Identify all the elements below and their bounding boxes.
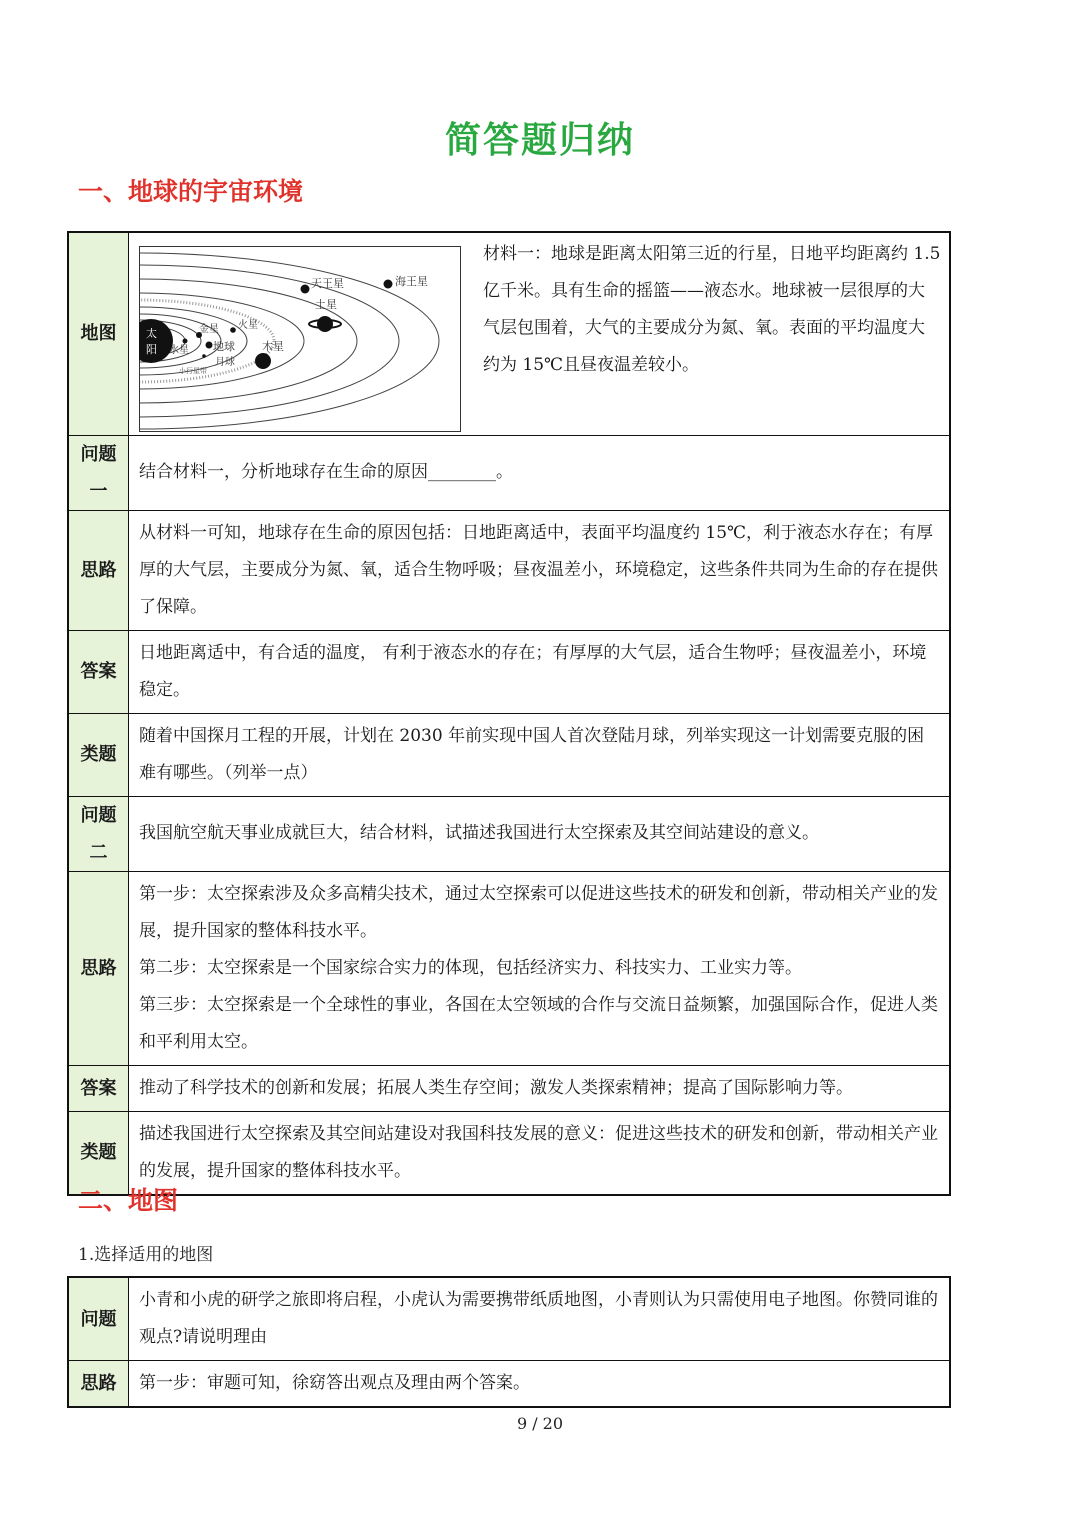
table-row: [68, 1111, 950, 1195]
table-row: [68, 1277, 950, 1361]
moon-icon: [202, 354, 206, 358]
table-row: [68, 796, 950, 871]
approach-text: 从材料一可知，地球存在生命的原因包括：日地距离适中，表面平均温度约 15℃，利于液态水存在；有厚厚的大气层，主要成分为氮、氧，适合生物呼吸；昼夜温差小，环境稳定，这些条件共同为生命的存在提供了保障。: [129, 510, 951, 630]
jupiter-icon: [255, 353, 271, 369]
answer-text: 推动了科学技术的创新和发展；拓展人类生存空间；激发人类探索精神；提高了国际影响力等。: [129, 1065, 951, 1111]
qa-table-cosmic-environment: [67, 231, 951, 1196]
uranus-icon: [301, 284, 310, 293]
mars-icon: [230, 327, 236, 333]
sub-heading-choose-map: 1.选择适用的地图: [78, 1245, 214, 1265]
row-label: 地图: [68, 232, 129, 435]
row-label: 问题二: [68, 796, 129, 871]
mercury-label: 水星: [169, 344, 189, 356]
table-row: [68, 1361, 950, 1408]
question-one-text: 结合材料一，分析地球存在生命的原因________。: [129, 435, 951, 510]
table-row: [68, 713, 950, 796]
approach-text: 第一步：审题可知，徐窈答出观点及理由两个答案。: [129, 1361, 951, 1408]
earth-label: 地球: [213, 339, 235, 353]
approach-steps: [129, 871, 951, 1065]
row-label: 问题: [68, 1277, 129, 1361]
row-label: 思路: [68, 510, 129, 630]
approach-step-2: 第二步：太空探索是一个国家综合实力的体现，包括经济实力、科技实力、工业实力等。: [139, 957, 802, 978]
table-row: [68, 1065, 950, 1111]
jupiter-label: 木星: [262, 339, 284, 353]
mercury-icon: [183, 338, 188, 343]
sun-label-1: 太: [146, 326, 157, 340]
qa-table-maps: [67, 1276, 951, 1408]
table-row: [68, 232, 950, 435]
moon-label: 月球: [215, 356, 235, 368]
neptune-icon: [384, 279, 393, 288]
similar-question-text: 描述我国进行太空探索及其空间站建设对我国科技发展的意义：促进这些技术的研发和创新，带动相关产业的发展，提升国家的整体科技水平。: [129, 1111, 951, 1195]
approach-step-1: 第一步：太空探索涉及众多高精尖技术，通过太空探索可以促进这些技术的研发和创新，带动相关产业的发展，提升国家的整体科技水平。: [139, 883, 938, 941]
row-label: 答案: [68, 1065, 129, 1111]
neptune-label: 海王星: [395, 274, 428, 288]
sun-label-2: 阳: [146, 342, 157, 356]
table-row: [68, 510, 950, 630]
similar-question-text: 随着中国探月工程的开展，计划在 2030 年前实现中国人首次登陆月球，列举实现这一计划需要克服的困难有哪些。（列举一点）: [129, 713, 951, 796]
section-heading-maps: 二、地图: [78, 1186, 179, 1215]
row-label: 答案: [68, 630, 129, 713]
table-row: [68, 871, 950, 1065]
uranus-label: 天王星: [311, 276, 344, 290]
venus-label: 金星: [199, 323, 219, 335]
row-label: 类题: [68, 1111, 129, 1195]
solar-system-diagram: [139, 246, 461, 432]
answer-text: 日地距离适中，有合适的温度， 有利于液态水的存在；有厚厚的大气层，适合生物呼；昼夜温差小，环境稳定。: [129, 630, 951, 713]
earth-icon: [206, 341, 213, 348]
mars-label: 火星: [238, 319, 258, 331]
row-label: 思路: [68, 871, 129, 1065]
row-label: 思路: [68, 1361, 129, 1408]
page-title: 简答题归纳: [444, 120, 635, 161]
table-row: [68, 435, 950, 510]
row-label: 问题一: [68, 435, 129, 510]
approach-step-3: 第三步：太空探索是一个全球性的事业，各国在太空领域的合作与交流日益频繁，加强国际合作，促进人类和平利用太空。: [139, 994, 938, 1052]
material-one-text: 材料一：地球是距离太阳第三近的行星，日地平均距离约 1.5 亿千米。具有生命的摇篮——液态水。地球被一层很厚的大气层包围着，大气的主要成分为氮、氧。表面的平均温度大约为 15℃且昼夜温差较小。: [483, 243, 941, 375]
question-text: 小青和小虎的研学之旅即将启程，小虎认为需要携带纸质地图，小青则认为只需使用电子地图。你赞同谁的观点?请说明理由: [129, 1277, 951, 1361]
saturn-icon: [317, 316, 333, 332]
row-label: 类题: [68, 713, 129, 796]
question-two-text: 我国航空航天事业成就巨大，结合材料，试描述我国进行太空探索及其空间站建设的意义。: [129, 796, 951, 871]
page-number: 9 / 20: [516, 1414, 564, 1433]
section-heading-cosmic-environment: 一、地球的宇宙环境: [78, 177, 304, 206]
saturn-label: 土星: [315, 297, 337, 311]
table-row: [68, 630, 950, 713]
asteroid-belt-label: 小行星带: [179, 366, 207, 375]
map-cell: [129, 232, 951, 435]
